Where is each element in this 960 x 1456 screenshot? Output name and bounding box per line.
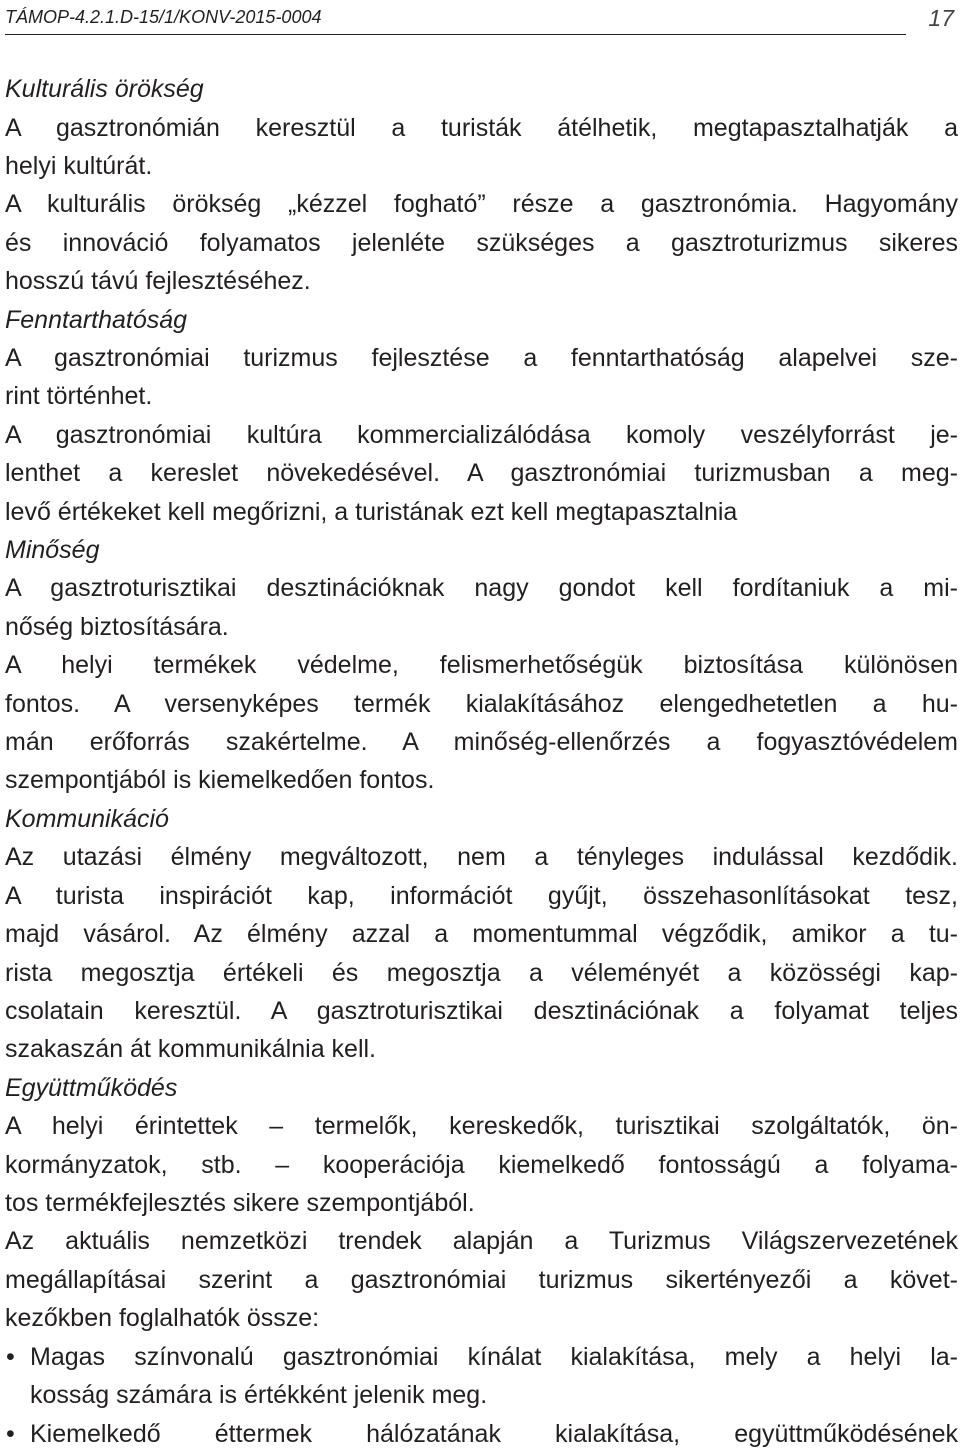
heading-egyuttmukodes: Együttműködés (5, 1074, 178, 1102)
header-rule (5, 34, 906, 35)
heading-minoseg: Minőség (5, 536, 100, 564)
body-line: fontos. A versenyképes termék kialakításához elengedhetetlen a hu- (5, 690, 958, 718)
header-project-code: TÁMOP-4.2.1.D-15/1/KONV-2015-0004 (5, 7, 322, 27)
body-line: A gasztronómián keresztül a turisták átélhetik, megtapasztalhatják a (5, 114, 958, 142)
body-line: megállapításai szerint a gasztronómiai turizmus sikertényezői a követ- (5, 1266, 958, 1294)
body-line: szempontjából is kiemelkedően fontos. (5, 766, 435, 794)
body-line: kormányzatok, stb. – kooperációja kiemelkedő fontosságú a folyama- (5, 1151, 958, 1179)
body-line: mán erőforrás szakértelme. A minőség-ellenőrzés a fogyasztóvédelem (5, 728, 958, 756)
heading-kulturalis-orokseg: Kulturális örökség (5, 75, 204, 103)
header-page-number: 17 (928, 5, 954, 31)
bullet-item-continuation: kosság számára is értékként jelenik meg. (30, 1381, 488, 1409)
body-line: A gasztronómiai turizmus fejlesztése a fenntarthatóság alapelvei sze- (5, 344, 958, 372)
bullet-item: Magas színvonalú gasztronómiai kínálat kialakítása, mely a helyi la- (30, 1343, 958, 1371)
body-line: rint történhet. (5, 382, 153, 410)
body-line: levő értékeket kell megőrizni, a turistának ezt kell megtapasztalnia (5, 498, 738, 526)
body-line: A kulturális örökség „kézzel fogható” része a gasztronómia. Hagyomány (5, 190, 958, 218)
body-line: A gasztroturisztikai desztinációknak nagy gondot kell fordítaniuk a mi- (5, 574, 958, 602)
heading-kommunikacio: Kommunikáció (5, 805, 169, 833)
body-line: A turista inspirációt kap, információt gyűjt, összehasonlításokat tesz, (5, 882, 958, 910)
body-line: nőség biztosítására. (5, 613, 229, 641)
body-line: rista megosztja értékeli és megosztja a véleményét a közösségi kap- (5, 959, 958, 987)
body-line: helyi kultúrát. (5, 152, 153, 180)
body-line: majd vásárol. Az élmény azzal a momentummal végződik, amikor a tu- (5, 920, 958, 948)
body-line: kezőkben foglalhatók össze: (5, 1304, 320, 1332)
body-line: Az aktuális nemzetközi trendek alapján a Turizmus Világszervezetének (5, 1227, 958, 1255)
body-line: csolatain keresztül. A gasztroturisztikai desztinációnak a folyamat teljes (5, 997, 958, 1025)
body-line: A gasztronómiai kultúra kommercializálódása komoly veszélyforrást je- (5, 421, 958, 449)
body-line: A helyi érintettek – termelők, kereskedők, turisztikai szolgáltatók, ön- (5, 1112, 958, 1140)
body-line: Az utazási élmény megváltozott, nem a tényleges indulással kezdődik. (5, 843, 958, 871)
body-line: és innováció folyamatos jelenléte szükséges a gasztroturizmus sikeres (5, 229, 958, 257)
body-line: hosszú távú fejlesztéséhez. (5, 267, 311, 295)
bullet-marker: • (6, 1343, 15, 1371)
body-line: A helyi termékek védelme, felismerhetőségük biztosítása különösen (5, 651, 958, 679)
bullet-item: Kiemelkedő éttermek hálózatának kialakítása, együttműködésének (30, 1420, 958, 1448)
body-line: lenthet a kereslet növekedésével. A gasztronómiai turizmusban a meg- (5, 459, 958, 487)
heading-fenntarthatosag: Fenntarthatóság (5, 306, 188, 334)
body-line: szakaszán át kommunikálnia kell. (5, 1035, 376, 1063)
body-line: tos termékfejlesztés sikere szempontjából. (5, 1189, 475, 1217)
bullet-marker: • (6, 1420, 15, 1448)
